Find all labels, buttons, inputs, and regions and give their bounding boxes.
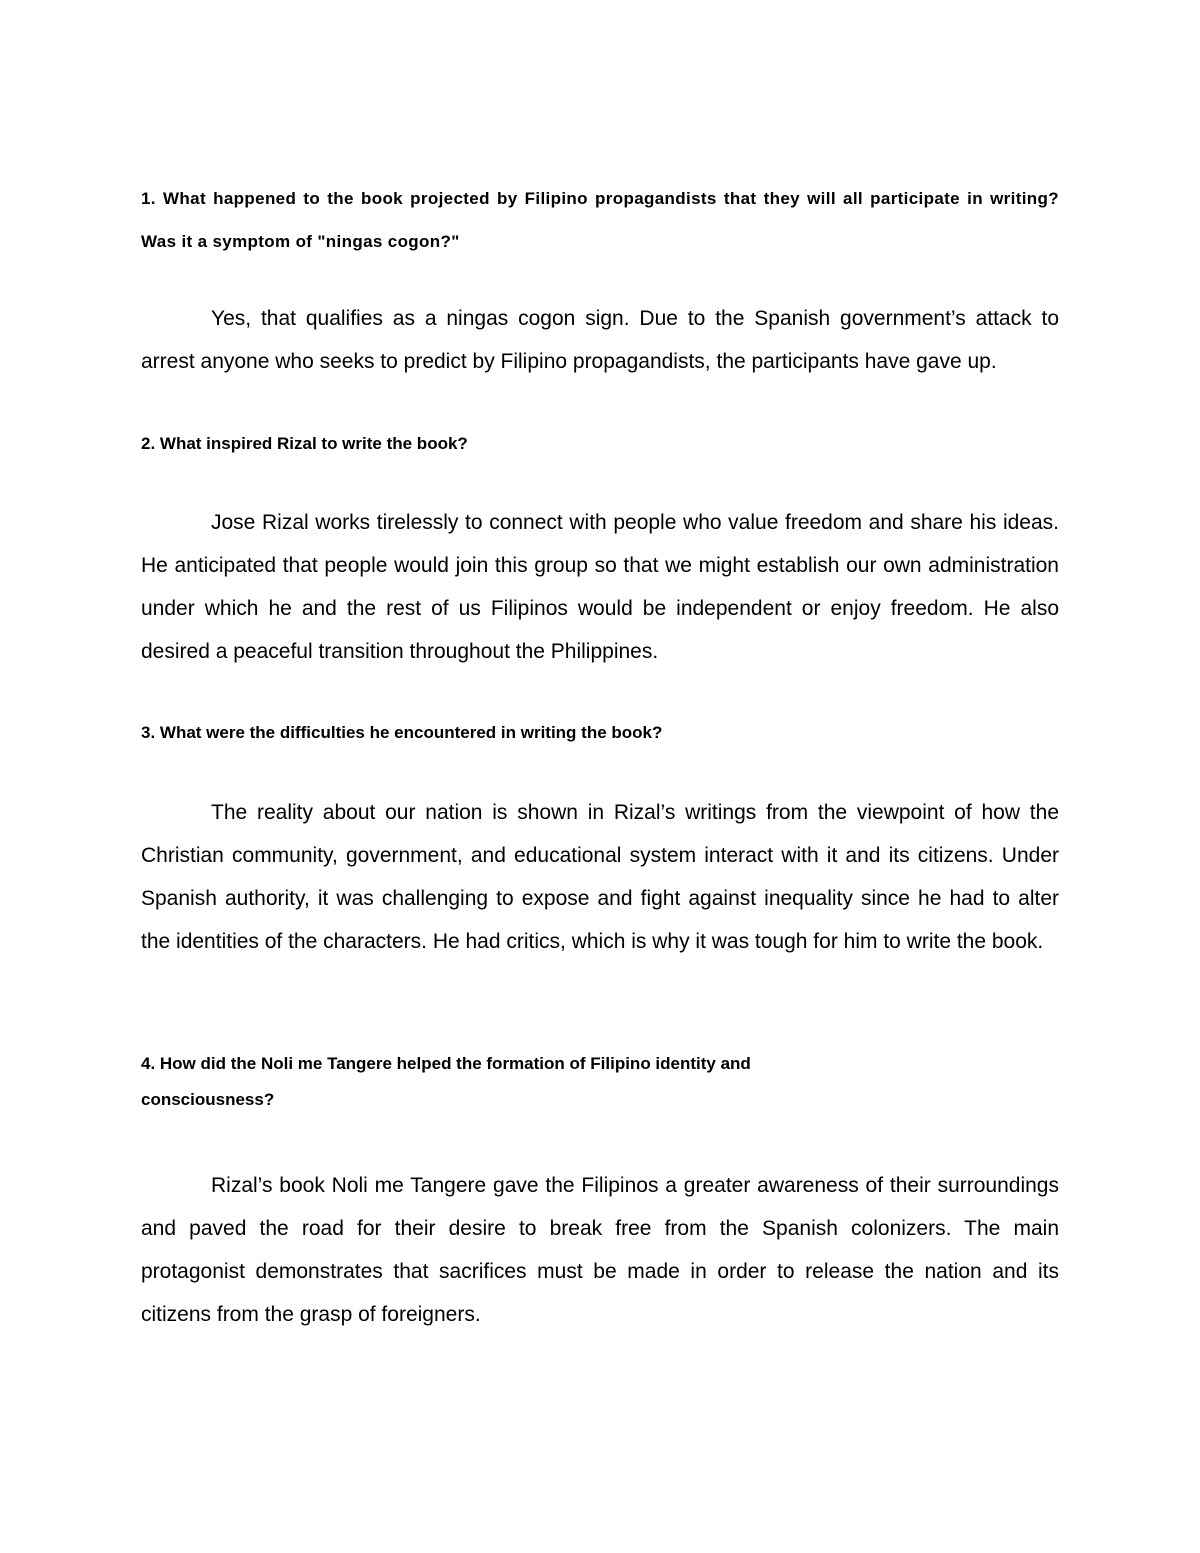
answer-4: Rizal’s book Noli me Tangere gave the Filipinos a greater awareness of their surroundings and paved the road for their desire to break free from the Spanish colonizers. The main protagonist demonstrates that sacrifices must be made in order to release the nation and its citizens from the grasp of foreigners.: [141, 1174, 1059, 1326]
question-4: 4. How did the Noli me Tangere helped the formation of Filipino identity and consciousness?: [141, 1054, 751, 1109]
question-1: 1. What happened to the book projected by Filipino propagandists that they will all participate in writing? Was it a symptom of "ningas cogon?": [141, 189, 1059, 251]
answer-1: Yes, that qualifies as a ningas cogon sign. Due to the Spanish government’s attack to arrest anyone who seeks to predict by Filipino propagandists, the participants have gave up.: [141, 307, 1059, 373]
question-2: 2. What inspired Rizal to write the book?: [141, 434, 468, 453]
answer-3: The reality about our nation is shown in Rizal’s writings from the viewpoint of how the Christian community, government, and educational system interact with it and its citizens. Under Spanish authority, it was challenging to expose and fight against inequality since he had to alter the identities of the characters. He had critics, which is why it was tough for him to write the book.: [141, 801, 1059, 953]
question-3: 3. What were the difficulties he encountered in writing the book?: [141, 723, 663, 742]
answer-2: Jose Rizal works tirelessly to connect with people who value freedom and share his ideas. He anticipated that people would join this group so that we might establish our own administration under which he and the rest of us Filipinos would be independent or enjoy freedom. He also desired a peaceful transition throughout the Philippines.: [141, 511, 1059, 663]
document-page: [141, 0, 1059, 1553]
